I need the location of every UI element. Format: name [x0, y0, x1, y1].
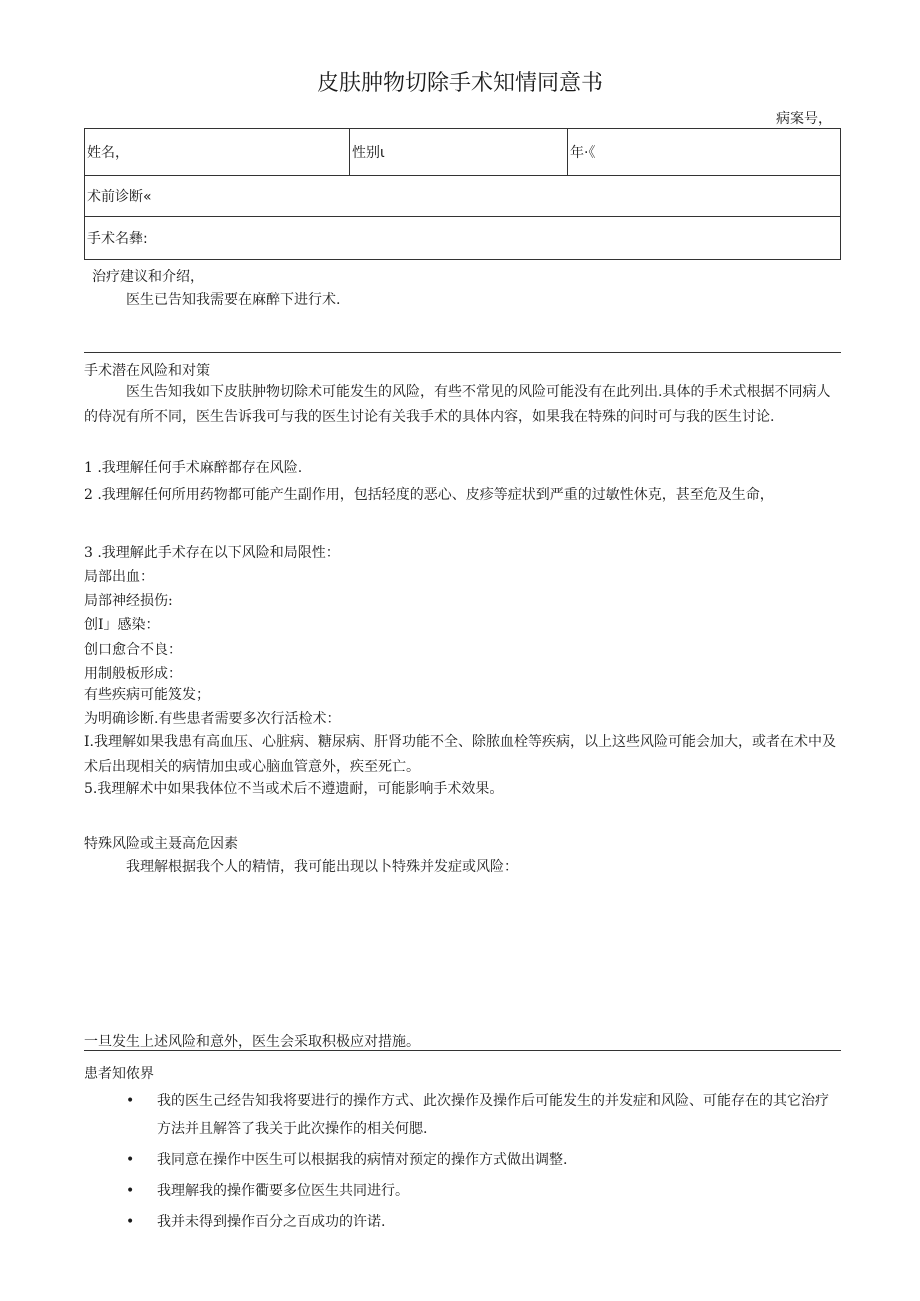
document-title: 皮肤肿物切除手术知情同意书 — [316, 71, 603, 96]
bullet-icon: • — [126, 1152, 135, 1168]
treatment-text: 医生已告知我需要在麻醉下进行术. — [126, 292, 341, 308]
sex-label: 性别ι — [352, 145, 385, 161]
risk-item-1: 1 .我理解任何手术麻醉都存在风险. — [84, 460, 303, 476]
case-number-label: 病案号， — [776, 111, 832, 127]
risk-sub-item: 用制般板形成： — [84, 666, 182, 682]
list-item: • 我同意在操作中医生可以根据我的病情对预定的操作方式做出调整. — [84, 1146, 842, 1174]
patient-heading: 患者知侬界 — [84, 1066, 154, 1082]
risks-intro: 医生告知我如下皮肤肿物切除术可能发生的风险，有些不常见的风险可能没有在此列出.具体的手术式根据不同病人的侍况有所不同，医生告诉我可与我的医生讨论有关我手术的具体内容，如果我在特殊的问时可与我的医生讨论. — [84, 384, 831, 425]
age-label: 年·《 — [570, 145, 596, 161]
risk-sub-item: 为明确诊断.有些患者需要多次行活检术： — [84, 711, 341, 727]
surgery-name-field[interactable] — [85, 217, 841, 260]
risk-sub-item: 创口愈合不良： — [84, 642, 182, 658]
bullet-icon: • — [126, 1183, 135, 1199]
list-item: • 我并未得到操作百分之百成功的许诺. — [84, 1208, 842, 1236]
bullet-icon: • — [126, 1093, 135, 1109]
list-item: • 我的医生己经告知我将要进行的操作方式、此次操作及操作后可能发生的并发症和风险、可能存在的其它治疗方法并且解答了我关于此次操作的相关何腮. — [84, 1087, 842, 1143]
risk-item-2: 2 .我理解任何所用药物都可能产生副作用，包括轻度的恶心、皮疹等症状到严重的过敏性休克，甚至危及生命， — [84, 487, 774, 503]
bullet-icon: • — [126, 1214, 135, 1230]
risk-sub-item: 局部出血： — [84, 569, 154, 585]
name-label: 姓名， — [87, 145, 129, 161]
diagnosis-field[interactable] — [85, 176, 841, 217]
risk-item-4: I.我理解如果我患有高血压、心脏病、糖尿病、肝肾功能不全、除脓血栓等疾病，以上这些风险可能会加大，或者在术中及术后出现相关的病情加虫或心脑血管意外，疾至死亡。 — [84, 734, 836, 775]
divider — [84, 1050, 841, 1051]
special-closing: 一旦发生上述风险和意外，医生会采取积极应对措施。 — [84, 1034, 420, 1050]
patient-info-table — [84, 128, 841, 260]
risk-sub-item: 有些疾病可能笈发； — [84, 687, 210, 703]
risk-sub-item: 局部神经损伤: — [84, 593, 173, 609]
risks-heading: 手术潜在风险和对策 — [84, 363, 210, 379]
surgery-label: 手术名彝: — [87, 231, 148, 247]
patient-acknowledgement-list — [84, 1087, 842, 1239]
special-heading: 特殊风险或主聂高危因素 — [84, 836, 238, 852]
age-field[interactable] — [568, 129, 841, 176]
treatment-heading: 治疗建议和介绍， — [92, 269, 204, 285]
special-text: 我理解根据我个人的精情，我可能出现以卜特殊并发症或风险： — [126, 859, 518, 875]
list-item: • 我理解我的操作衢要多位医生共同进行。 — [84, 1177, 842, 1205]
risk-sub-item: 创I」感染： — [84, 617, 160, 633]
name-field[interactable] — [85, 129, 350, 176]
divider — [84, 352, 841, 353]
risk-item-3: 3 .我理解此手术存在以下风险和局限性： — [84, 545, 340, 561]
risk-item-5: 5.我理解术中如果我体位不当或术后不遵遗耐，可能影响手术效果。 — [84, 781, 504, 797]
sex-field[interactable] — [350, 129, 568, 176]
diagnosis-label: 术前诊断« — [87, 189, 152, 205]
